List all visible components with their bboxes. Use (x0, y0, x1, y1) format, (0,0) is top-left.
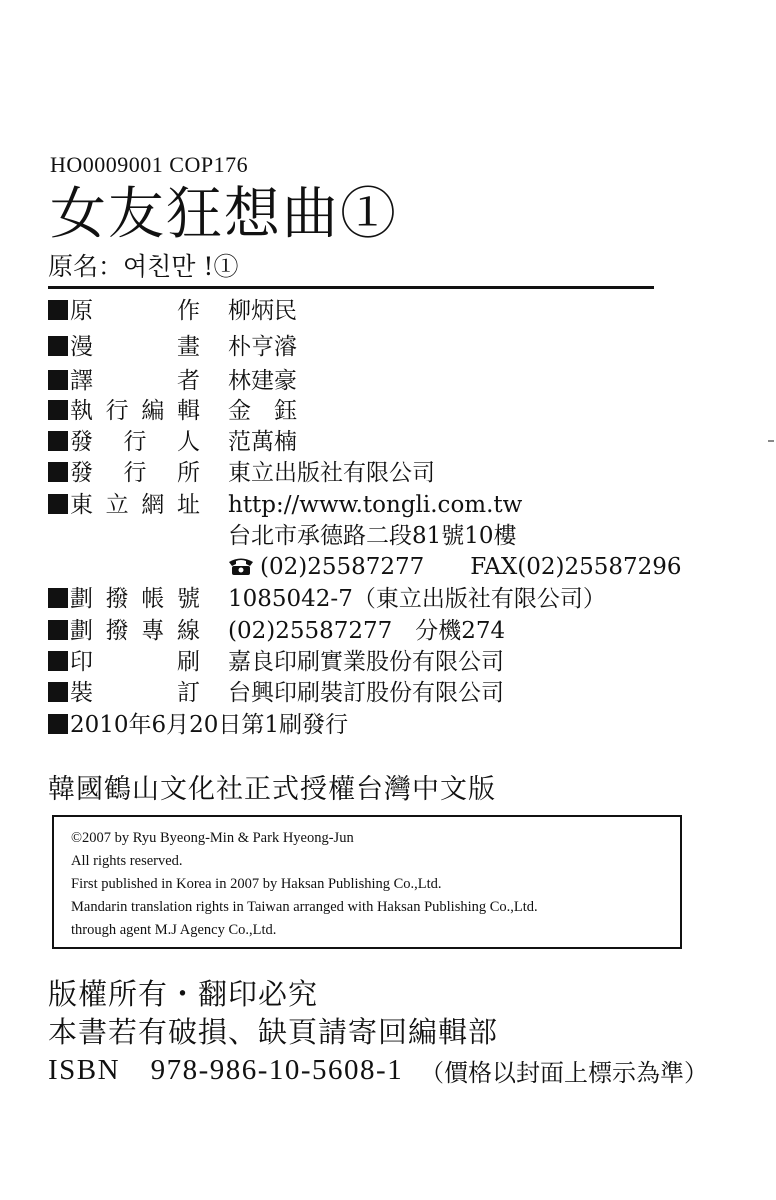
square-bullet-icon (48, 588, 68, 608)
square-bullet-icon (48, 462, 68, 482)
fax-number: FAX(02)25587296 (470, 554, 682, 580)
credit-label: 印 刷 (70, 649, 200, 675)
credit-value: 東立出版社有限公司 (228, 460, 435, 486)
rights-notice: 版權所有・翻印必究 (48, 977, 319, 1011)
credit-row-publishing-house (48, 458, 435, 488)
credit-row-printing (48, 647, 504, 677)
credit-value: 林建豪 (228, 368, 297, 394)
title-divider (48, 286, 654, 289)
credit-label: 原 作 (70, 298, 200, 324)
credit-value: 1085042-7（東立出版社有限公司） (228, 586, 606, 612)
credit-value: (02)25587277 分機274 (228, 618, 506, 644)
scan-mark (768, 440, 774, 442)
credit-value: 金 鈺 (228, 398, 297, 424)
phone-fax-line (228, 552, 682, 582)
phone-number: (02)25587277 (260, 554, 425, 580)
square-bullet-icon (48, 431, 68, 451)
square-bullet-icon (48, 400, 68, 420)
credit-label: 譯 者 (70, 368, 200, 394)
credit-label: 發行所 (70, 460, 200, 486)
credit-label: 執行編輯 (70, 398, 200, 424)
publish-date-row (48, 710, 348, 740)
credit-value: 柳炳民 (228, 298, 297, 324)
square-bullet-icon (48, 714, 68, 734)
credit-row-illustrator (48, 332, 297, 362)
credit-label: 東立網址 (70, 492, 200, 518)
copyright-box (52, 815, 682, 949)
square-bullet-icon (48, 300, 68, 320)
square-bullet-icon (48, 620, 68, 640)
address: 台北市承德路二段81號10樓 (228, 523, 517, 549)
damage-notice: 本書若有破損、缺頁請寄回編輯部 (48, 1015, 499, 1049)
telephone-icon (228, 556, 254, 576)
credit-row-website (48, 490, 523, 520)
credit-row-translator (48, 366, 297, 396)
price-note: （價格以封面上標示為準） (420, 1059, 708, 1087)
credit-row-author (48, 296, 297, 326)
copyright-line: Mandarin translation rights in Taiwan arranged with Haksan Publishing Co.,Ltd. (71, 899, 538, 915)
credit-row-publisher (48, 427, 297, 457)
copyright-line: ©2007 by Ryu Byeong-Min & Park Hyeong-Jun (71, 830, 354, 846)
authorization-statement: 韓國鶴山文化社正式授權台灣中文版 (48, 774, 496, 805)
book-title: 女友狂想曲① (50, 182, 398, 247)
publish-date: 2010年6月20日第1刷發行 (70, 712, 349, 738)
original-title: 原名：여친만 !① (48, 252, 239, 281)
catalog-code: HO0009001 COP176 (50, 152, 249, 177)
credit-value: 台興印刷裝訂股份有限公司 (228, 680, 504, 706)
credit-row-postal-account (48, 584, 606, 614)
credit-value: 范萬楠 (228, 429, 297, 455)
isbn: ISBN 978-986-10-5608-1 (48, 1054, 404, 1086)
credit-label: 發行人 (70, 429, 200, 455)
credit-row-postal-line (48, 616, 506, 646)
credit-label: 漫 畫 (70, 334, 200, 360)
copyright-line: First published in Korea in 2007 by Haksan Publishing Co.,Ltd. (71, 876, 442, 892)
square-bullet-icon (48, 651, 68, 671)
square-bullet-icon (48, 336, 68, 356)
website-url: http://www.tongli.com.tw (228, 492, 523, 518)
square-bullet-icon (48, 682, 68, 702)
credit-label: 劃撥專線 (70, 618, 200, 644)
credit-row-editor (48, 396, 297, 426)
credit-label: 劃撥帳號 (70, 586, 200, 612)
square-bullet-icon (48, 494, 68, 514)
credit-row-binding (48, 678, 504, 708)
credit-label: 裝 訂 (70, 680, 200, 706)
copyright-line: through agent M.J Agency Co.,Ltd. (71, 922, 277, 938)
credit-value: 朴亨濬 (228, 334, 297, 360)
square-bullet-icon (48, 370, 68, 390)
copyright-line: All rights reserved. (71, 853, 183, 869)
credit-value: 嘉良印刷實業股份有限公司 (228, 649, 504, 675)
